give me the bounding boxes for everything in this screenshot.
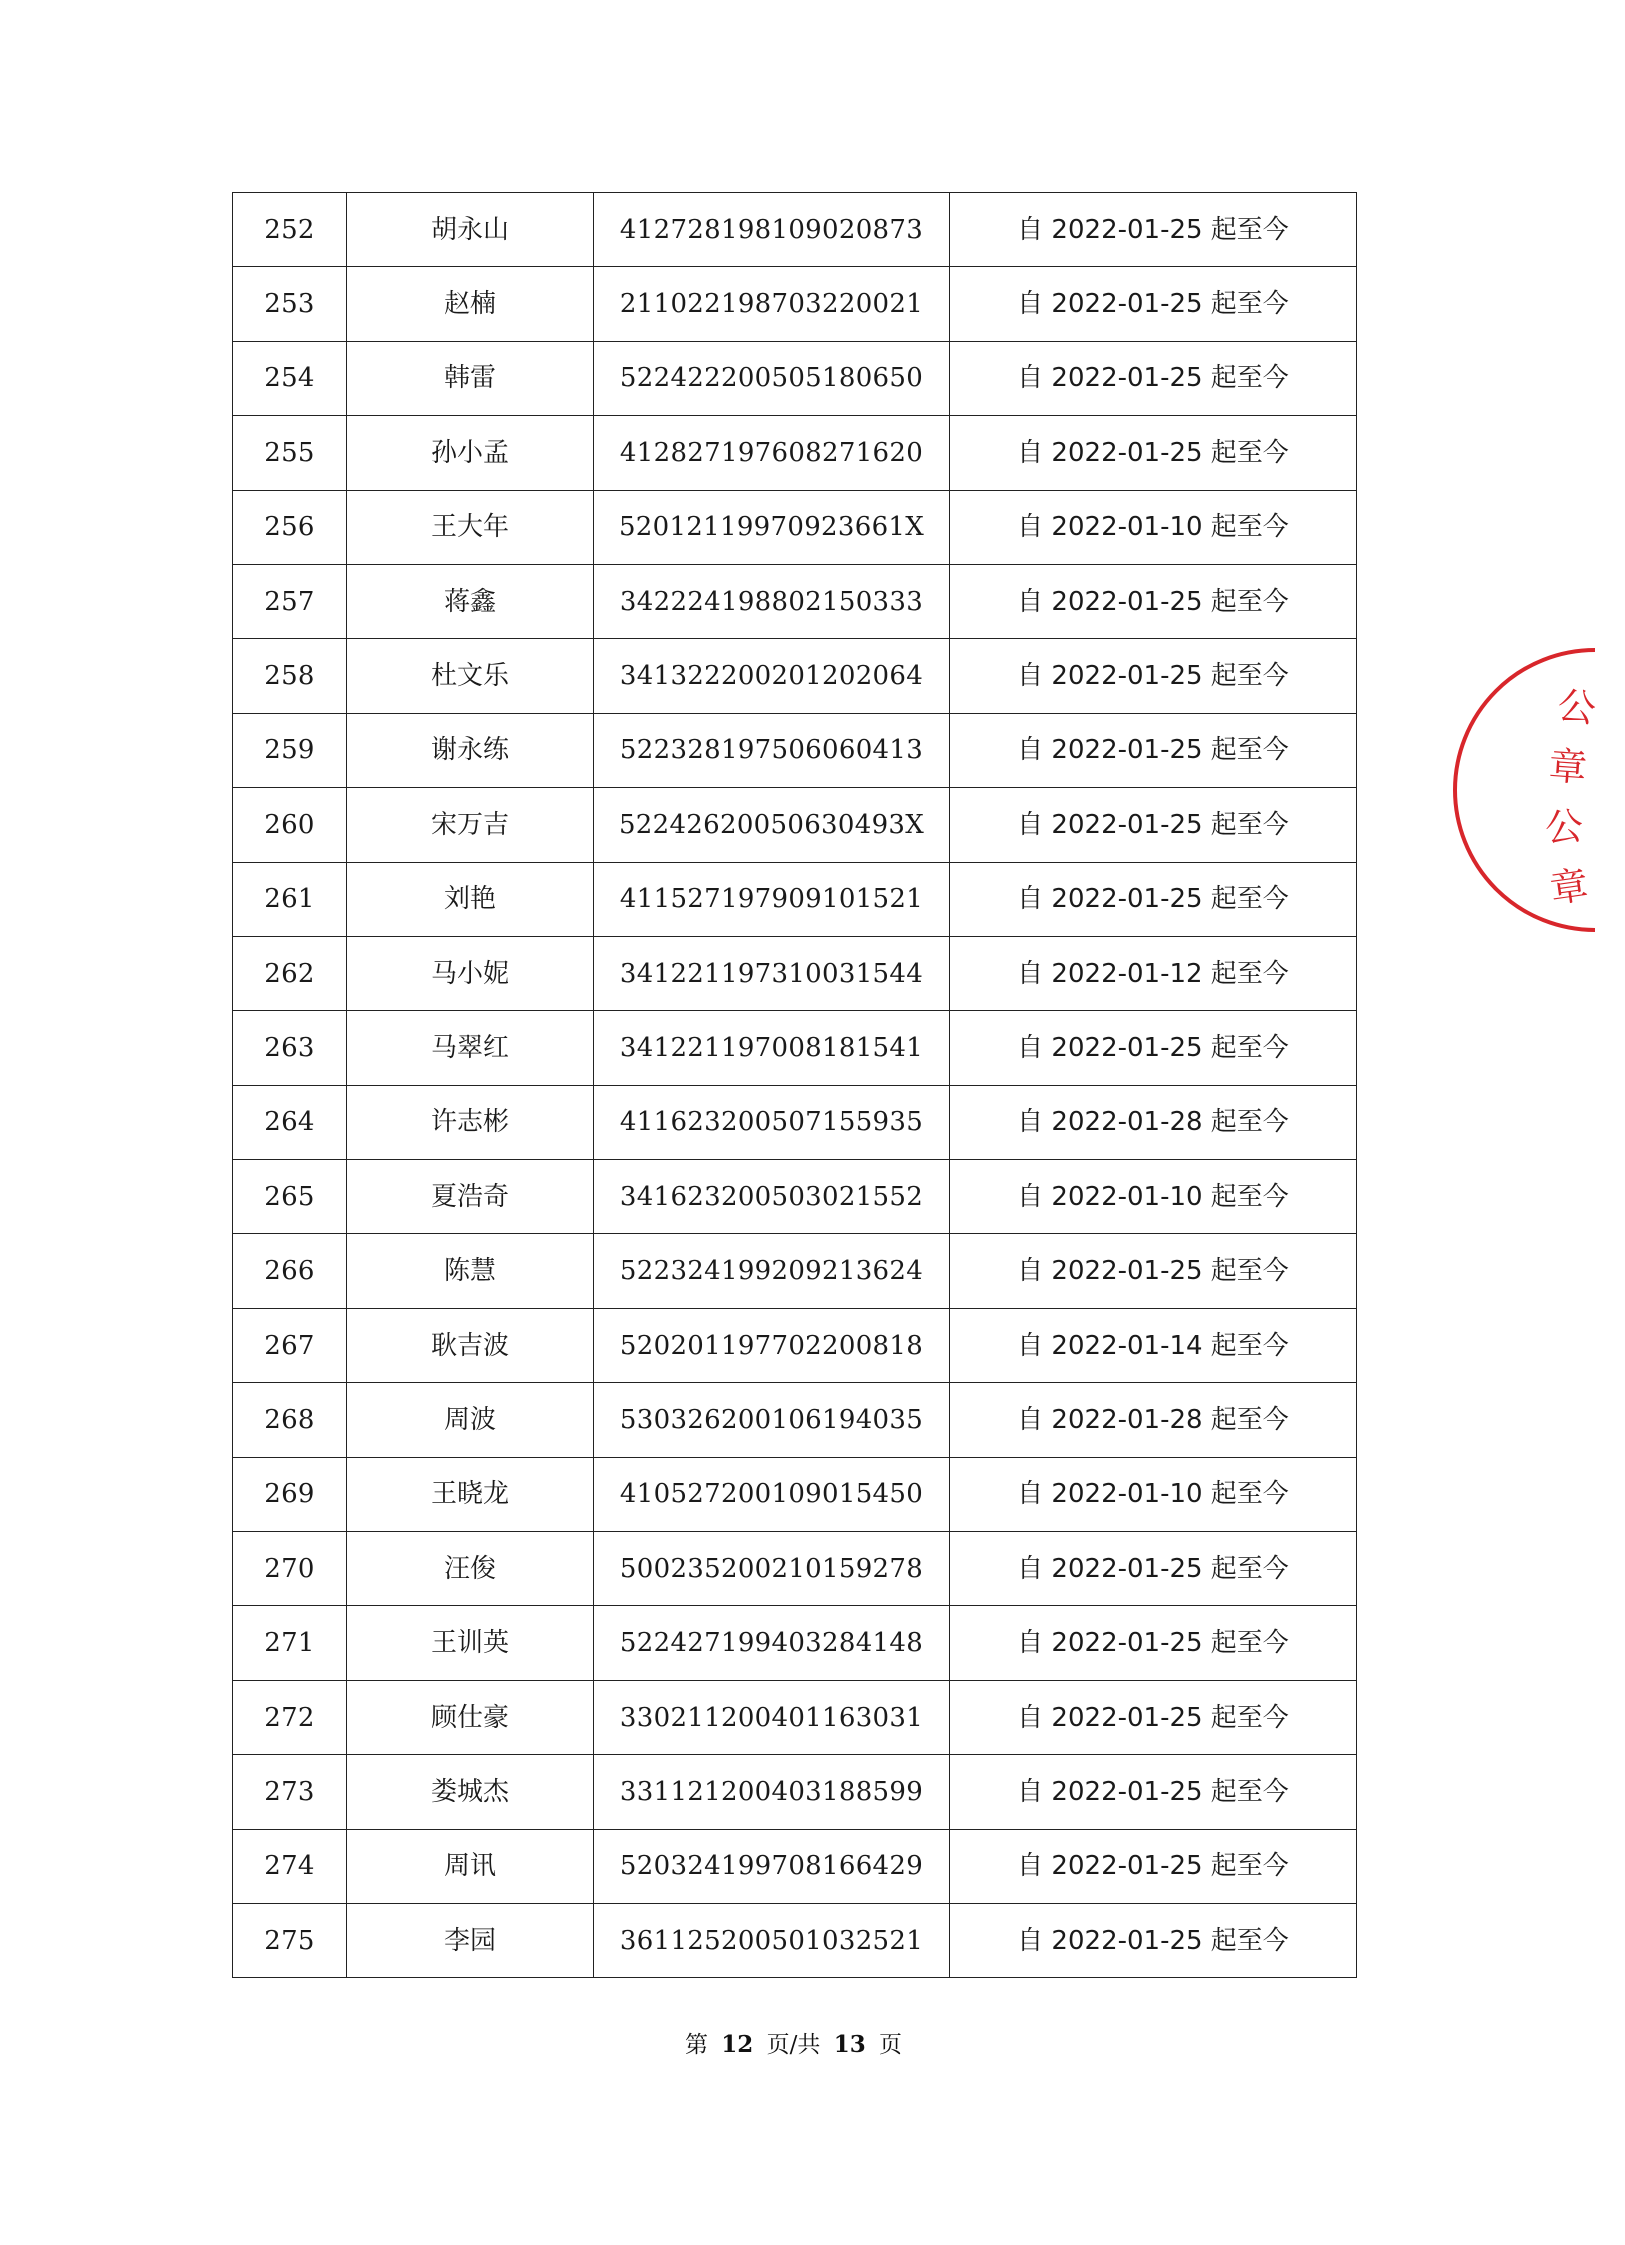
- person-name: 谢永练: [347, 713, 594, 787]
- id-number: 331121200403188599: [594, 1755, 950, 1829]
- id-number: 411527197909101521: [594, 862, 950, 936]
- id-number: 342224198802150333: [594, 564, 950, 638]
- id-number: 411623200507155935: [594, 1085, 950, 1159]
- row-number: 274: [233, 1829, 347, 1903]
- id-number: 52242620050630493X: [594, 788, 950, 862]
- table-row: [233, 267, 1357, 341]
- effective-period: 自 2022-01-25 起至今: [950, 564, 1357, 638]
- table-row: [233, 1829, 1357, 1903]
- effective-period: 自 2022-01-25 起至今: [950, 1011, 1357, 1085]
- id-number: 522324199209213624: [594, 1234, 950, 1308]
- id-number: 52012119970923661X: [594, 490, 950, 564]
- row-number: 264: [233, 1085, 347, 1159]
- svg-text:公: 公: [1543, 803, 1585, 851]
- effective-period: 自 2022-01-25 起至今: [950, 416, 1357, 490]
- table-row: [233, 341, 1357, 415]
- id-number: 530326200106194035: [594, 1383, 950, 1457]
- person-name: 许志彬: [347, 1085, 594, 1159]
- row-number: 256: [233, 490, 347, 564]
- person-name: 夏浩奇: [347, 1160, 594, 1234]
- effective-period: 自 2022-01-25 起至今: [950, 862, 1357, 936]
- effective-period: 自 2022-01-10 起至今: [950, 1457, 1357, 1531]
- person-name: 李园: [347, 1903, 594, 1977]
- effective-period: 自 2022-01-10 起至今: [950, 1160, 1357, 1234]
- id-number: 341322200201202064: [594, 639, 950, 713]
- person-name: 马翠红: [347, 1011, 594, 1085]
- effective-period: 自 2022-01-10 起至今: [950, 490, 1357, 564]
- person-name: 顾仕豪: [347, 1680, 594, 1754]
- row-number: 275: [233, 1903, 347, 1977]
- table-row: [233, 1383, 1357, 1457]
- id-number: 341221197310031544: [594, 936, 950, 1010]
- row-number: 253: [233, 267, 347, 341]
- row-number: 257: [233, 564, 347, 638]
- footer-suffix: 页: [879, 2032, 903, 2058]
- effective-period: 自 2022-01-14 起至今: [950, 1308, 1357, 1382]
- personnel-table-body: [233, 193, 1357, 1978]
- id-number: 341623200503021552: [594, 1160, 950, 1234]
- table-row: [233, 1085, 1357, 1159]
- table-row: [233, 490, 1357, 564]
- person-name: 汪俊: [347, 1532, 594, 1606]
- total-page-number: 13: [833, 2031, 866, 2058]
- row-number: 252: [233, 193, 347, 267]
- effective-period: 自 2022-01-25 起至今: [950, 1903, 1357, 1977]
- svg-text:章: 章: [1547, 862, 1592, 912]
- row-number: 273: [233, 1755, 347, 1829]
- person-name: 王晓龙: [347, 1457, 594, 1531]
- row-number: 254: [233, 341, 347, 415]
- person-name: 耿吉波: [347, 1308, 594, 1382]
- effective-period: 自 2022-01-25 起至今: [950, 713, 1357, 787]
- table-row: [233, 1308, 1357, 1382]
- table-row: [233, 1680, 1357, 1754]
- effective-period: 自 2022-01-25 起至今: [950, 1532, 1357, 1606]
- table-row: [233, 1903, 1357, 1977]
- seal-lettering: [1544, 683, 1599, 912]
- row-number: 259: [233, 713, 347, 787]
- person-name: 杜文乐: [347, 639, 594, 713]
- person-name: 赵楠: [347, 267, 594, 341]
- effective-period: 自 2022-01-25 起至今: [950, 341, 1357, 415]
- person-name: 周讯: [347, 1829, 594, 1903]
- person-name: 胡永山: [347, 193, 594, 267]
- footer-middle: 页/共: [766, 2032, 821, 2058]
- id-number: 412827197608271620: [594, 416, 950, 490]
- person-name: 王训英: [347, 1606, 594, 1680]
- table-row: [233, 564, 1357, 638]
- id-number: 211022198703220021: [594, 267, 950, 341]
- personnel-table: [232, 192, 1357, 1978]
- id-number: 522328197506060413: [594, 713, 950, 787]
- row-number: 260: [233, 788, 347, 862]
- table-row: [233, 1160, 1357, 1234]
- id-number: 520201197702200818: [594, 1308, 950, 1382]
- row-number: 261: [233, 862, 347, 936]
- id-number: 520324199708166429: [594, 1829, 950, 1903]
- table-row: [233, 862, 1357, 936]
- person-name: 周波: [347, 1383, 594, 1457]
- row-number: 272: [233, 1680, 347, 1754]
- effective-period: 自 2022-01-25 起至今: [950, 1606, 1357, 1680]
- row-number: 265: [233, 1160, 347, 1234]
- person-name: 陈慧: [347, 1234, 594, 1308]
- svg-text:公: 公: [1554, 682, 1599, 732]
- id-number: 330211200401163031: [594, 1680, 950, 1754]
- table-row: [233, 1234, 1357, 1308]
- id-number: 522422200505180650: [594, 341, 950, 415]
- person-name: 蒋鑫: [347, 564, 594, 638]
- effective-period: 自 2022-01-25 起至今: [950, 1234, 1357, 1308]
- row-number: 258: [233, 639, 347, 713]
- person-name: 宋万吉: [347, 788, 594, 862]
- table-row: [233, 1606, 1357, 1680]
- person-name: 刘艳: [347, 862, 594, 936]
- row-number: 255: [233, 416, 347, 490]
- svg-text:章: 章: [1547, 743, 1589, 791]
- person-name: 韩雷: [347, 341, 594, 415]
- effective-period: 自 2022-01-25 起至今: [950, 1829, 1357, 1903]
- effective-period: 自 2022-01-28 起至今: [950, 1085, 1357, 1159]
- effective-period: 自 2022-01-28 起至今: [950, 1383, 1357, 1457]
- current-page-number: 12: [721, 2031, 754, 2058]
- id-number: 341221197008181541: [594, 1011, 950, 1085]
- row-number: 269: [233, 1457, 347, 1531]
- person-name: 孙小孟: [347, 416, 594, 490]
- row-number: 268: [233, 1383, 347, 1457]
- official-seal-stamp: [1535, 640, 1625, 940]
- row-number: 270: [233, 1532, 347, 1606]
- table-row: [233, 1755, 1357, 1829]
- id-number: 522427199403284148: [594, 1606, 950, 1680]
- table-row: [233, 713, 1357, 787]
- id-number: 500235200210159278: [594, 1532, 950, 1606]
- effective-period: 自 2022-01-12 起至今: [950, 936, 1357, 1010]
- id-number: 412728198109020873: [594, 193, 950, 267]
- row-number: 263: [233, 1011, 347, 1085]
- table-row: [233, 193, 1357, 267]
- person-name: 娄城杰: [347, 1755, 594, 1829]
- person-name: 王大年: [347, 490, 594, 564]
- id-number: 410527200109015450: [594, 1457, 950, 1531]
- row-number: 262: [233, 936, 347, 1010]
- table-row: [233, 416, 1357, 490]
- effective-period: 自 2022-01-25 起至今: [950, 1680, 1357, 1754]
- table-row: [233, 1457, 1357, 1531]
- effective-period: 自 2022-01-25 起至今: [950, 193, 1357, 267]
- table-row: [233, 1532, 1357, 1606]
- person-name: 马小妮: [347, 936, 594, 1010]
- effective-period: 自 2022-01-25 起至今: [950, 267, 1357, 341]
- page-footer: [0, 2026, 1587, 2059]
- row-number: 267: [233, 1308, 347, 1382]
- table-row: [233, 936, 1357, 1010]
- footer-prefix: 第: [684, 2032, 708, 2058]
- effective-period: 自 2022-01-25 起至今: [950, 639, 1357, 713]
- table-row: [233, 639, 1357, 713]
- table-row: [233, 1011, 1357, 1085]
- row-number: 266: [233, 1234, 347, 1308]
- table-row: [233, 788, 1357, 862]
- effective-period: 自 2022-01-25 起至今: [950, 1755, 1357, 1829]
- effective-period: 自 2022-01-25 起至今: [950, 788, 1357, 862]
- row-number: 271: [233, 1606, 347, 1680]
- id-number: 361125200501032521: [594, 1903, 950, 1977]
